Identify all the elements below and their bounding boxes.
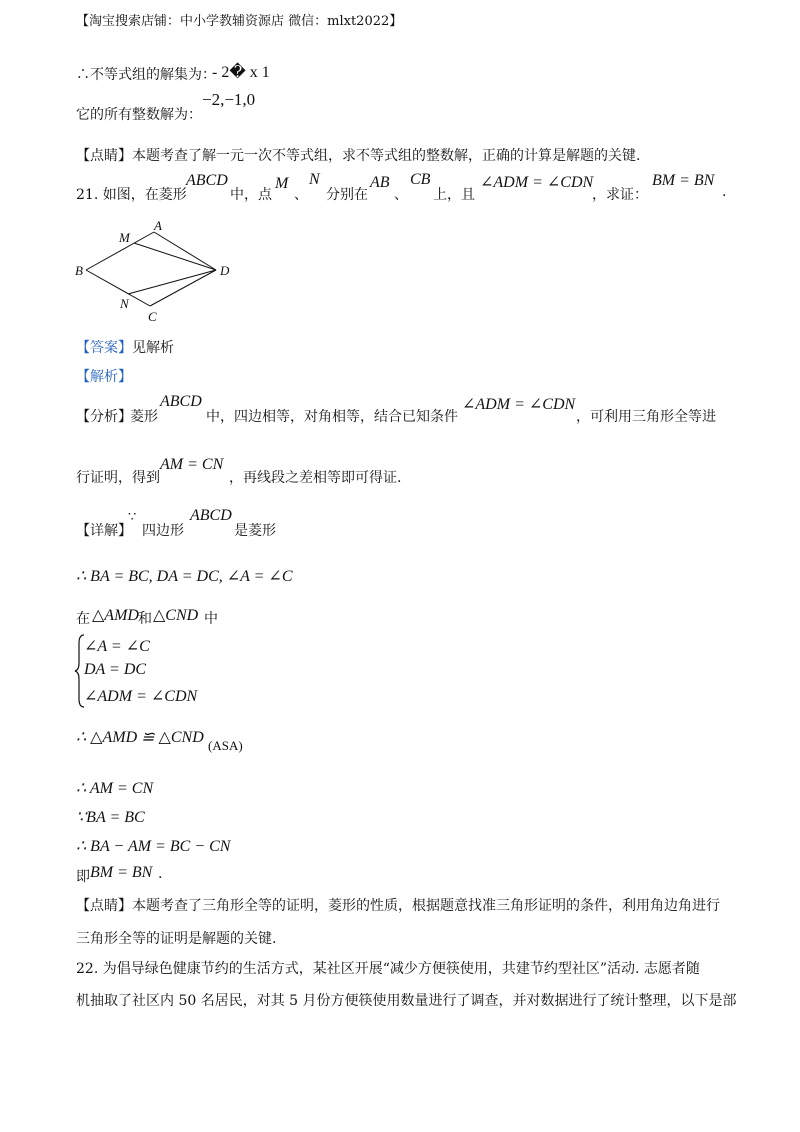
asa-reason: (ASA) [208,738,243,753]
q21-cb: CB [410,171,431,188]
q21-text-3: 上，且 [433,187,475,203]
q22-line-2: 机抽取了社区内 50 名居民，对其 5 月份方便筷使用数量进行了调查，并对数据进行了统计整理，以下是部 [76,993,737,1009]
label-m: M [119,230,130,245]
q21-end: . [722,184,727,200]
answer-tag: 【答案】 [76,340,132,356]
detail-tag: 【详解】 [76,523,132,539]
in-and: 和 [138,611,152,627]
system-eq-1: ∠A = ∠C [84,638,150,655]
detail-line-3: ∵BA = BC [76,809,145,826]
segment-cb [86,270,150,306]
label-b: B [75,263,83,278]
analysis-equation: AM = CN [160,456,224,473]
detail-line-4: ∴ BA − AM = BC − CN [76,838,231,855]
system-eq-3: ∠ADM = ∠CDN [84,688,198,705]
detail-text-2: 是菱形 [234,523,276,539]
segment-nd [128,270,216,294]
segment-dc [150,270,216,306]
detail-line-1: ∴ BA = BC, DA = DC, ∠A = ∠C [76,568,293,585]
label-a: A [154,218,162,233]
congruence-statement: ∴ △AMD ≌ △CND [76,729,204,746]
analysis-text-5: ，再线段之差相等即可得证. [229,470,402,486]
integer-solutions-label: 它的所有整数解为： [76,107,202,123]
rhombus-figure [70,218,240,330]
label-d: D [220,263,230,278]
label-c: C [148,309,157,324]
q21-m: M [275,175,289,192]
detail-line-2: ∴ AM = CN [76,780,154,797]
analysis-text-3: ，可利用三角形全等进 [576,409,716,425]
analysis-text-4: 行证明，得到 [76,470,160,486]
q21-ab: AB [370,174,390,191]
detail-line-5: BM = BN [90,864,153,881]
rhombus-lines [86,232,216,306]
q21-condition: ∠ADM = ∠CDN [480,174,594,191]
analysis-label: 【分析】 [76,409,132,425]
segment-ad [154,232,216,270]
in-suffix: 中 [204,611,218,627]
comment-2-line-2: 三角形全等的证明是解题的关键. [76,931,277,947]
system-eq-2: DA = DC [84,661,147,678]
q21-text-1: 中，点 [230,187,272,203]
detail-abcd: ABCD [190,507,232,524]
q21-text-2: 分别在 [326,187,368,203]
integer-solutions-expression: −2,−1,0 [202,90,256,109]
detail-text-1: 四边形 [142,523,184,539]
in-prefix: 在 [76,611,90,627]
analysis-text-1: 菱形 [130,409,158,425]
q21-abcd: ABCD [186,172,228,189]
analysis-text-2: 中，四边相等，对角相等，结合已知条件 [206,409,458,425]
label-n: N [120,296,129,311]
page-header: 【淘宝搜索店铺：中小学教辅资源店 微信：mlxt2022】 [76,14,403,29]
line-5-prefix: 即 [76,869,90,885]
triangle-cnd: △CND [153,607,199,624]
q22-line-1: 22. 为倡导绿色健康节约的生活方式，某社区开展“减少方便筷使用，共建节约型社区”活动. 志愿者随 [76,961,700,977]
inequality-set-label: ∴不等式组的解集为： [76,67,216,83]
analysis-abcd: ABCD [160,393,202,410]
inequality-set-expression: - 2� x 1 [212,64,270,81]
q21-sep2: 、 [394,187,408,203]
segment-md [134,243,216,270]
comment-1: 【点睛】本题考查了解一元一次不等式组，求不等式组的整数解，正确的计算是解题的关键. [76,148,641,164]
triangle-amd: △AMD [92,607,139,624]
analysis-condition: ∠ADM = ∠CDN [462,396,576,413]
q21-text-4: ，求证： [592,187,648,203]
q21-n: N [309,171,320,188]
comment-2-line-1: 【点睛】本题考查了三角形全等的证明，菱形的性质，根据题意找准三角形证明的条件，利用角边角进行 [76,898,720,914]
line-5-end: . [158,866,163,882]
q21-goal: BM = BN [652,172,715,189]
because-symbol: ∵ [128,510,137,525]
analysis-tag: 【解析】 [76,369,132,385]
q21-number: 21. 如图，在菱形 [76,187,187,203]
q21-sep: 、 [294,187,308,203]
answer-text: 见解析 [132,340,174,356]
